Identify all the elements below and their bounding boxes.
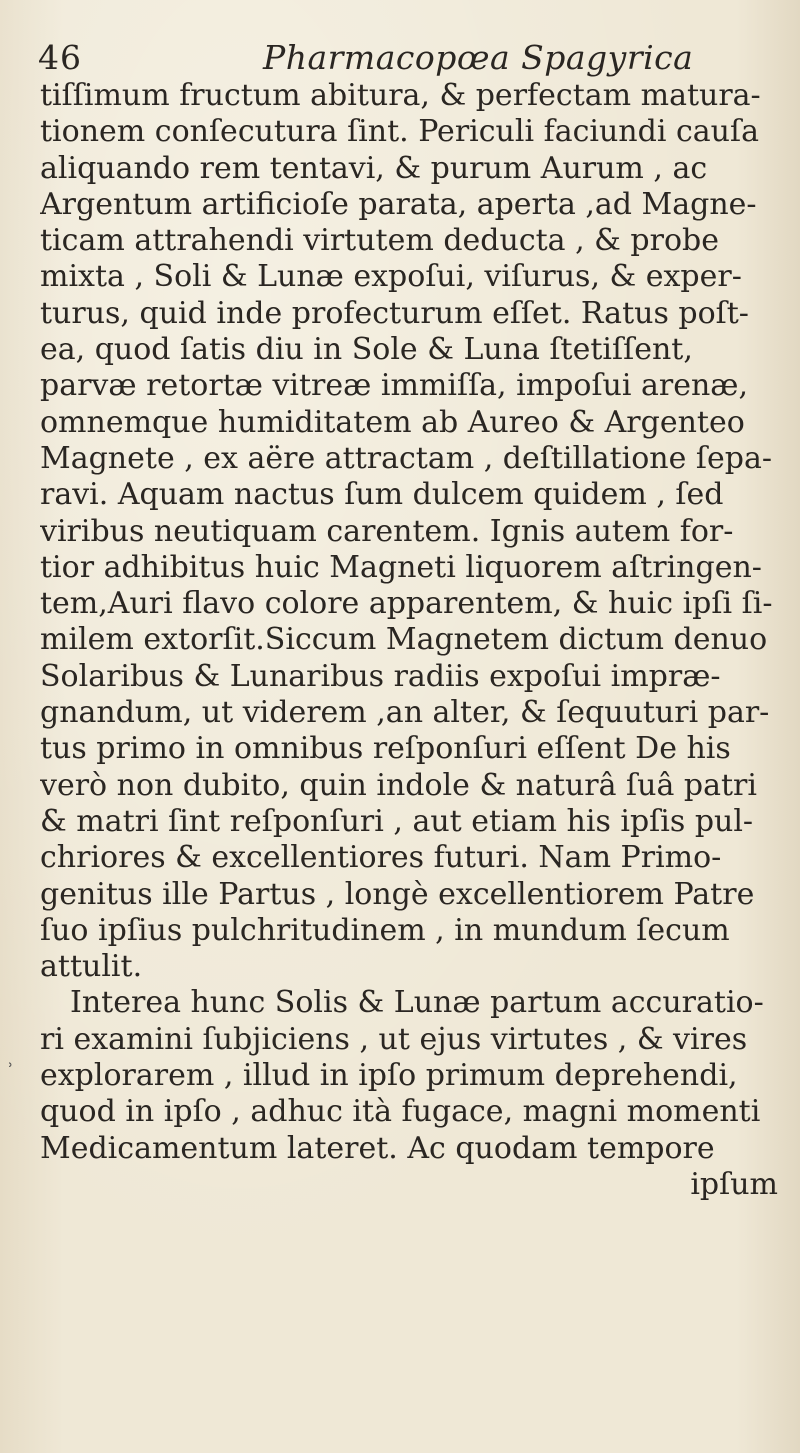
text-line: tionem conſecutura ſint. Periculi faciundi cauſa xyxy=(40,114,759,150)
text-line: genitus ille Partus , longè excellentiorem Patre xyxy=(40,876,755,912)
text-line: omnemque humiditatem ab Aureo & Argenteo xyxy=(40,404,745,440)
text-line: ſuo ipſius pulchritudinem , in mundum ſecum xyxy=(40,912,730,948)
text-line: ea, quod ſatis diu in Sole & Luna ſtetiſſent, xyxy=(40,332,693,368)
margin-mark-icon: ʾ xyxy=(8,1060,14,1081)
text-line: gnandum, ut viderem ,an alter, & ſequuturi par- xyxy=(40,695,770,731)
text-line: ri examini ſubjiciens , ut ejus virtutes , & vires xyxy=(40,1021,748,1057)
text-line: quod in ipſo , adhuc ità fugace, magni momenti xyxy=(40,1094,761,1130)
text-line: turus, quid inde profecturum eſſet. Ratus poſt- xyxy=(40,295,749,331)
running-title: Pharmacopœa Spagyrica xyxy=(263,38,694,77)
text-line: ravi. Aquam nactus ſum dulcem quidem , ſed xyxy=(40,477,724,513)
body-text xyxy=(40,78,790,1203)
text-line: verò non dubito, quin indole & naturâ ſuâ patri xyxy=(40,767,757,803)
text-line: tus primo in omnibus reſponſuri eſſent De his xyxy=(40,731,731,767)
text-line: mixta , Soli & Lunæ expoſui, viſurus, & exper- xyxy=(40,259,742,295)
text-line: tiſſimum fructum abitura, & perfectam matura- xyxy=(40,78,761,113)
catchword: ipſum xyxy=(690,1166,778,1202)
text-line: aliquando rem tentavi, & purum Aurum , ac xyxy=(40,150,708,186)
text-line: Argentum artificioſe parata, aperta ,ad Magne- xyxy=(40,186,757,222)
text-line: & matri ſint reſponſuri , aut etiam his ipſis pul- xyxy=(40,803,754,839)
text-line: tior adhibitus huic Magneti liquorem aſtringen- xyxy=(40,549,762,585)
text-line: milem extorſit.Siccum Magnetem dictum denuo xyxy=(40,622,768,658)
text-line: parvæ retortæ vitreæ immiſſa, impoſui arenæ, xyxy=(40,368,749,404)
text-line: Interea hunc Solis & Lunæ partum accuratio- xyxy=(70,985,764,1021)
text-line: ticam attrahendi virtutem deducta , & probe xyxy=(40,223,719,259)
text-line: Magnete , ex aëre attractam , deſtillatione ſepa- xyxy=(40,440,772,476)
text-line: viribus neutiquam carentem. Ignis autem for- xyxy=(40,513,734,549)
text-line: chriores & excellentiores futuri. Nam Primo- xyxy=(40,840,722,876)
page-number: 46 xyxy=(38,38,82,77)
text-line: Solaribus & Lunaribus radiis expoſui impræ- xyxy=(40,658,721,694)
text-line: attulit. xyxy=(40,949,143,985)
text-line: explorarem , illud in ipſo primum deprehendi, xyxy=(40,1058,738,1094)
text-line: tem,Auri flavo colore apparentem, & huic ipſi ſi- xyxy=(40,586,773,622)
text-line: Medicamentum lateret. Ac quodam tempore xyxy=(40,1130,715,1166)
